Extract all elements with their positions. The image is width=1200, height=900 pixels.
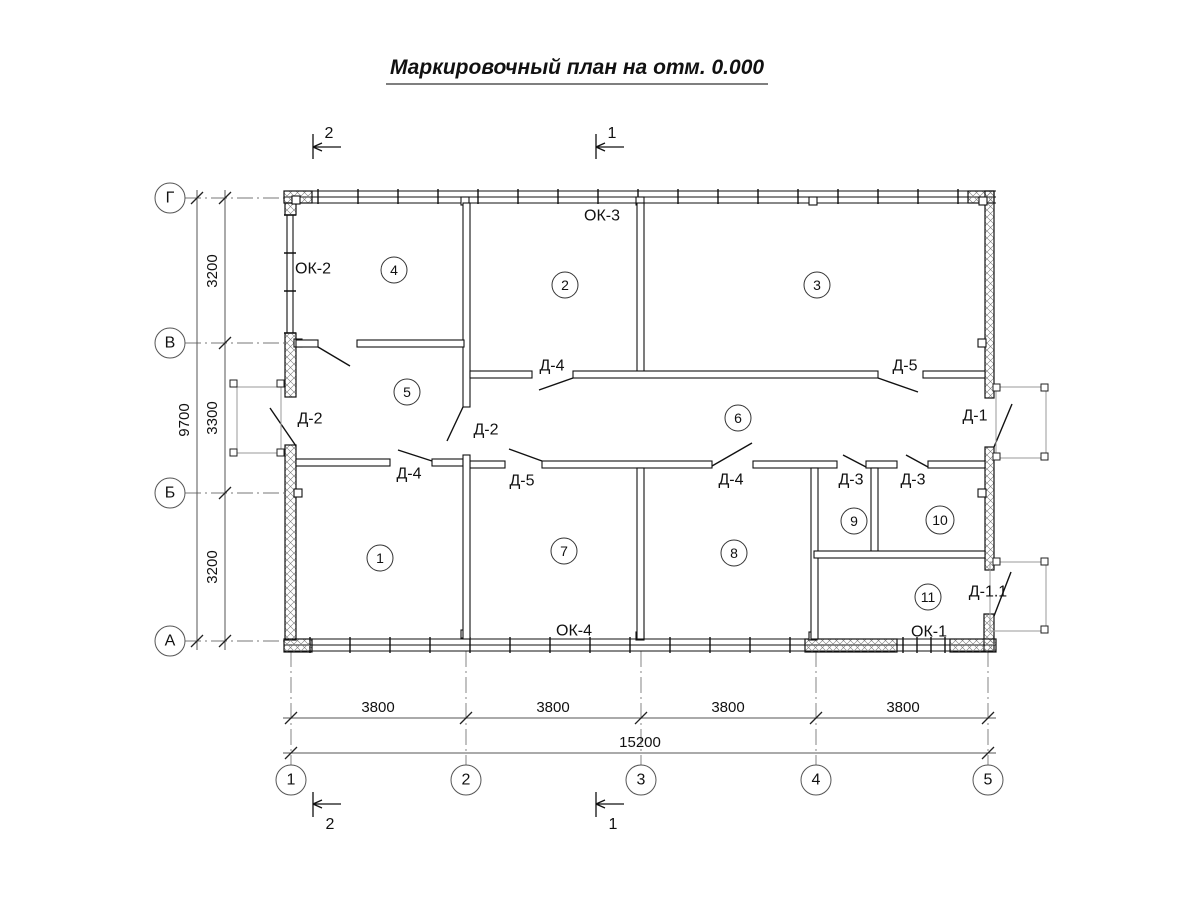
wall-stub-top-left (285, 203, 296, 215)
dim-horizontal-1: 3800 (361, 699, 395, 716)
right-wall-upper (985, 191, 994, 398)
door-leaf-d1 (994, 404, 1012, 447)
post (294, 489, 302, 497)
dim-vertical-total: 9700 (176, 403, 193, 437)
porch-post (230, 449, 237, 456)
door-leaf-room4-room5 (318, 347, 350, 366)
porch-post (230, 380, 237, 387)
door-label-d1: Д-1 (962, 407, 988, 425)
window-label-ok3: ОК-3 (584, 207, 620, 225)
room-number-10: 10 (932, 512, 948, 528)
room-number-11: 11 (920, 589, 936, 605)
grid-col-label-3: 3 (636, 771, 646, 789)
dim-horizontal-3: 3800 (711, 699, 745, 716)
grid-bubble-row-a (155, 626, 185, 656)
room-badge-5 (394, 379, 420, 405)
dim-horizontal-2: 3800 (536, 699, 570, 716)
porch-post (1041, 626, 1048, 633)
corridor-south-wall-g (928, 461, 985, 468)
dim-horizontal-total: 15200 (619, 734, 661, 751)
corridor-south-wall-b (432, 459, 463, 466)
partition-room4-room5-left (296, 340, 318, 347)
section-number-2-bottom: 2 (325, 816, 335, 833)
room-number-5: 5 (403, 384, 411, 400)
room-badge-9 (841, 508, 867, 534)
room-badge-2 (552, 272, 578, 298)
partition-room9-room10 (871, 468, 878, 553)
door-leaf-d3-room9 (843, 455, 866, 467)
partition-room4-room2 (463, 203, 470, 407)
left-wall-lower (285, 445, 296, 640)
door-leaf-d2-entrance (270, 408, 296, 446)
grid-col-label-1: 1 (286, 771, 296, 789)
grid-row-label-a: А (164, 632, 176, 650)
window-label-ok2: ОК-2 (295, 260, 331, 278)
section-number-1-bottom: 1 (608, 816, 618, 833)
room-badge-7 (551, 538, 577, 564)
page-title: Маркировочный план на отм. 0.000 (389, 56, 765, 79)
door-label-d3-room10: Д-3 (900, 471, 926, 489)
section-mark-1-bottom (596, 792, 624, 833)
partition-room2-room3 (637, 203, 644, 377)
door-label-d4-room8: Д-4 (718, 471, 744, 489)
porch-post (277, 449, 284, 456)
door-leaf-d3-room10 (906, 455, 928, 467)
corridor-south-wall-c (470, 461, 505, 468)
section-mark-2-top (313, 125, 341, 159)
porch-post (1041, 453, 1048, 460)
porch-post (1041, 384, 1048, 391)
grid-bubble-row-b (155, 478, 185, 508)
post (978, 339, 986, 347)
wall-corner-bottom-right (950, 639, 996, 652)
section-mark-2-bottom (313, 792, 341, 833)
post (979, 197, 987, 205)
room-badge-3 (804, 272, 830, 298)
axis-lines (185, 198, 988, 765)
corridor-north-wall-c (923, 371, 985, 378)
grid-bubble-col-2 (451, 765, 481, 795)
room-badge-6 (725, 405, 751, 431)
door-leaf-d5-room3 (878, 378, 918, 392)
door-leaf-d4-room8 (712, 443, 752, 466)
bottom-wall-pier (805, 639, 897, 652)
left-wall-band (287, 215, 293, 333)
corridor-south-wall-e (753, 461, 837, 468)
room-number-3: 3 (813, 277, 821, 293)
window-label-ok1: ОК-1 (911, 623, 947, 641)
corridor-north-wall-a (470, 371, 532, 378)
section-number-1-top: 1 (607, 125, 617, 142)
porch-post (277, 380, 284, 387)
room-number-2: 2 (561, 277, 569, 293)
corridor-south-wall-d (542, 461, 712, 468)
room-badge-10 (926, 506, 954, 534)
partition-room1-room7 (463, 455, 470, 639)
section-mark-1-top (596, 125, 624, 159)
door-label-d5-room7: Д-5 (509, 472, 535, 490)
window-label-ok4: ОК-4 (556, 622, 592, 640)
post (809, 197, 817, 205)
dim-vertical-2: 3300 (204, 401, 221, 435)
room-badge-4 (381, 257, 407, 283)
post (978, 489, 986, 497)
grid-bubble-col-4 (801, 765, 831, 795)
porch-left (237, 387, 281, 453)
section-number-2-top: 2 (324, 125, 334, 142)
room-number-6: 6 (734, 410, 742, 426)
room-number-7: 7 (560, 543, 568, 559)
partition-room7-room8 (637, 468, 644, 639)
wall-corner-bottom-left (284, 639, 312, 652)
partition-room4-room5 (357, 340, 464, 347)
drawing-title (386, 56, 768, 84)
post (292, 196, 300, 204)
door-leaf-d2-room5 (447, 407, 463, 441)
room-number-8: 8 (730, 545, 738, 561)
room-number-9: 9 (850, 513, 858, 529)
grid-row-label-g: Г (165, 189, 175, 207)
grid-bubble-col-3 (626, 765, 656, 795)
door-label-d4-room2: Д-4 (539, 357, 565, 375)
grid-col-label-5: 5 (983, 771, 993, 789)
porch-post (993, 558, 1000, 565)
room-badge-11 (915, 584, 941, 610)
grid-col-label-4: 4 (811, 771, 821, 789)
room-badge-8 (721, 540, 747, 566)
grid-bubble-col-5 (973, 765, 1003, 795)
porch-post (993, 453, 1000, 460)
grid-bubble-row-v (155, 328, 185, 358)
room-number-4: 4 (390, 262, 398, 278)
grid-bubbles-bottom (276, 765, 1003, 795)
door-leaf-d4-room2 (539, 378, 573, 390)
door-label-d4-room1: Д-4 (396, 465, 422, 483)
door-label-d2-room5: Д-2 (473, 421, 499, 439)
room-number-1: 1 (376, 550, 384, 566)
door-leaf-d5-room7 (509, 449, 542, 461)
door-label-d1-1: Д-1.1 (968, 583, 1008, 601)
corridor-south-wall-f (866, 461, 897, 468)
grid-col-label-2: 2 (461, 771, 471, 789)
door-label-d5-room3: Д-5 (892, 357, 918, 375)
room-badge-1 (367, 545, 393, 571)
grid-bubble-row-g (155, 183, 185, 213)
right-wall-middle (985, 447, 994, 570)
door-leaf-d4-room1 (398, 450, 432, 461)
porch-post (1041, 558, 1048, 565)
porch-post (993, 384, 1000, 391)
grid-bubble-col-1 (276, 765, 306, 795)
corridor-south-wall-a (296, 459, 390, 466)
door-label-d3-room9: Д-3 (838, 471, 864, 489)
dim-vertical-1: 3200 (204, 254, 221, 288)
row-axis-lines (185, 198, 284, 641)
corridor-north-wall-b (573, 371, 878, 378)
dim-vertical-3: 3200 (204, 550, 221, 584)
partition-room9-10-room11 (814, 551, 985, 558)
grid-row-label-b: Б (164, 484, 176, 502)
door-label-d2-entrance: Д-2 (297, 410, 323, 428)
dim-horizontal-4: 3800 (886, 699, 920, 716)
grid-row-label-v: В (164, 334, 176, 352)
